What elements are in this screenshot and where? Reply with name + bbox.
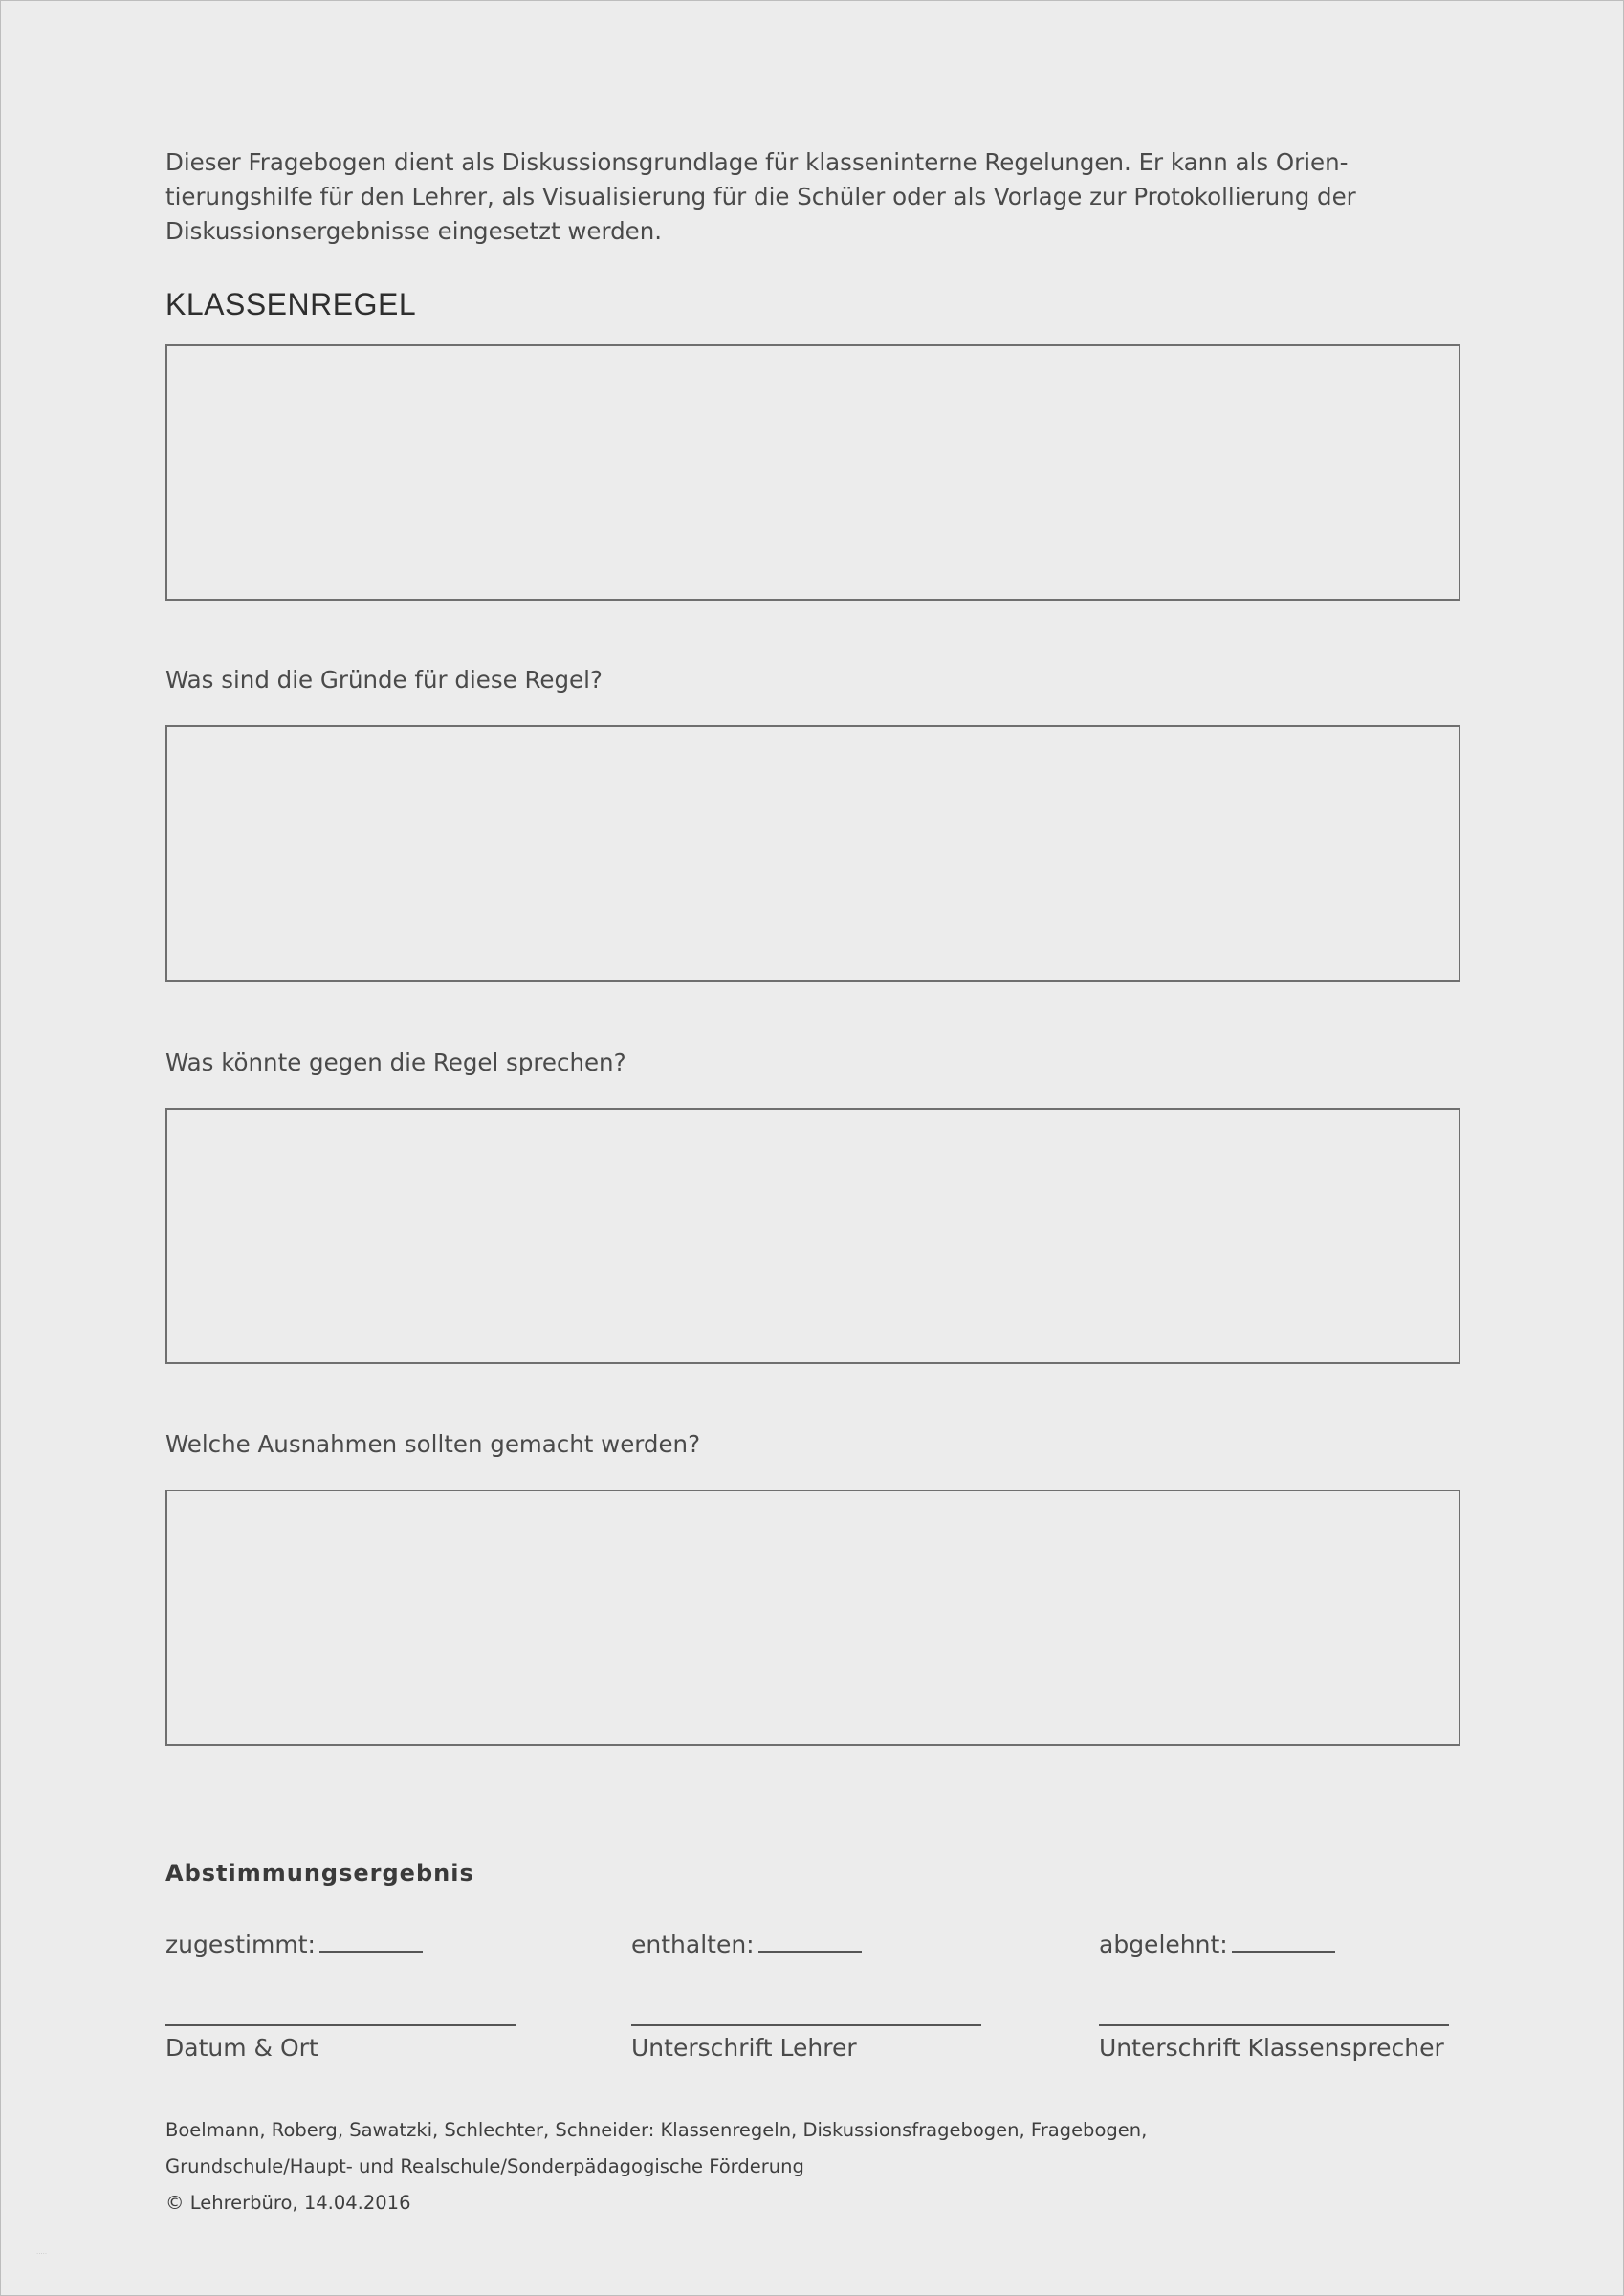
vote-abstained-blank[interactable]	[758, 1951, 862, 1953]
vote-rejected	[1099, 1931, 1335, 1958]
intro-paragraph	[165, 145, 1457, 249]
vote-abstained-label: enthalten:	[631, 1931, 755, 1958]
vote-abstained	[631, 1931, 862, 1958]
question-exceptions: Welche Ausnahmen sollten gemacht werden?	[165, 1430, 701, 1458]
against-answer-box[interactable]	[165, 1108, 1460, 1364]
footer-line-3: © Lehrerbüro, 14.04.2016	[165, 2192, 411, 2214]
teacher-signature-label: Unterschrift Lehrer	[631, 2034, 857, 2062]
footer-line-2: Grundschule/Haupt- und Realschule/Sonderpädagogische Förderung	[165, 2155, 804, 2177]
rule-answer-box[interactable]	[165, 344, 1460, 601]
vote-section-title: Abstimmungsergebnis	[165, 1860, 474, 1887]
intro-line: Diskussionsergebnisse eingesetzt werden.	[165, 217, 663, 245]
vote-approved-label: zugestimmt:	[165, 1931, 316, 1958]
date-place-label: Datum & Ort	[165, 2034, 318, 2062]
class-rep-signature-label: Unterschrift Klassensprecher	[1099, 2034, 1444, 2062]
date-place-line[interactable]	[165, 2024, 516, 2026]
footer-line-1: Boelmann, Roberg, Sawatzki, Schlechter, Schneider: Klassenregeln, Diskussionsfragebogen, Fragebogen,	[165, 2119, 1148, 2141]
vote-approved	[165, 1931, 423, 1958]
page-title: KLASSENREGEL	[165, 287, 417, 321]
vote-rejected-blank[interactable]	[1232, 1951, 1335, 1953]
intro-line: Dieser Fragebogen dient als Diskussionsgrundlage für klasseninterne Regelungen. Er kann als Orien-	[165, 148, 1349, 176]
question-against: Was könnte gegen die Regel sprechen?	[165, 1049, 626, 1076]
footer-citation	[165, 2112, 1147, 2221]
class-rep-signature-line[interactable]	[1099, 2024, 1449, 2026]
vote-rejected-label: abgelehnt:	[1099, 1931, 1228, 1958]
teacher-signature-line[interactable]	[631, 2024, 981, 2026]
reasons-answer-box[interactable]	[165, 725, 1460, 982]
watermark-mark: ·····	[36, 2250, 48, 2258]
intro-line: tierungshilfe für den Lehrer, als Visualisierung für die Schüler oder als Vorlage zur Protokollierung der	[165, 183, 1356, 210]
question-reasons: Was sind die Gründe für diese Regel?	[165, 666, 603, 694]
vote-approved-blank[interactable]	[319, 1951, 423, 1953]
exceptions-answer-box[interactable]	[165, 1490, 1460, 1746]
